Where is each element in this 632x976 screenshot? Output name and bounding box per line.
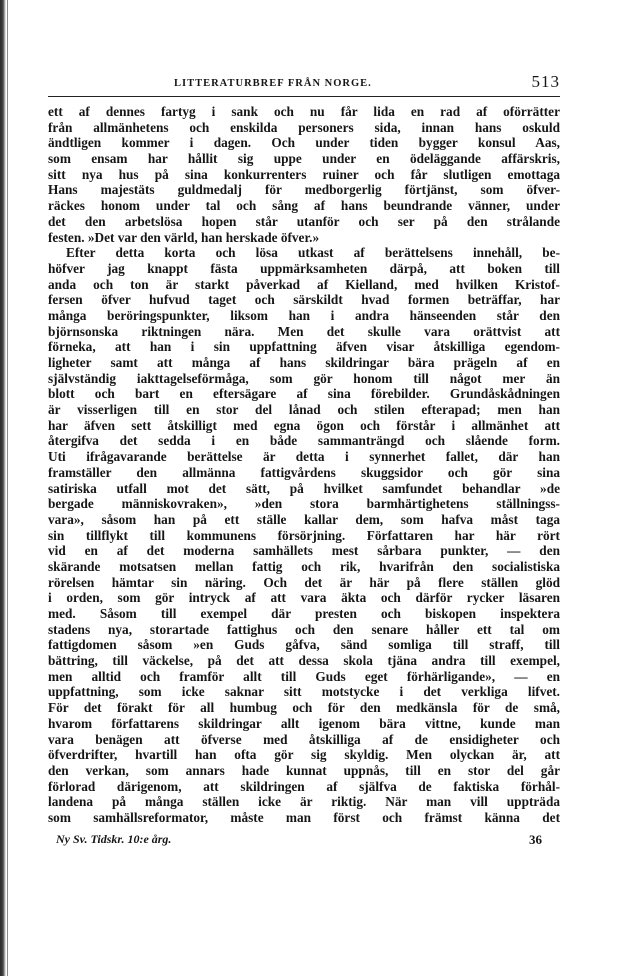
text-line: vara», såsom han på ett ställe kallar dem, som hafva måst taga <box>48 511 560 527</box>
text-line: men alltid och framför allt till Guds eget förhärligande», — en <box>48 668 560 684</box>
text-line: återgifva det sedda i en både sammanträngd och slående form. <box>48 433 560 449</box>
text-line: björnsonska riktningen nära. Men det skulle vara orättvist att <box>48 323 560 339</box>
text-line: skärande motsatsen mellan fattig och rik, hvarifrån den socialistiska <box>48 558 560 574</box>
text-line: För det förakt för all humbug och för den medkänsla för de små, <box>48 700 560 716</box>
text-line: förlorad därigenom, att skildringen af själfva de faktiska förhål- <box>48 778 560 794</box>
text-line: Uti ifrågavarande berättelse är detta i synnerhet fallet, där han <box>48 449 560 465</box>
text-line: räckes honom under tal och sång af hans beundrande vänner, under <box>48 198 560 214</box>
text-line: festen. »Det var den värld, han herskade öfver.» <box>48 229 320 245</box>
text-line: anda och ton är starkt påverkad af Kielland, med hvilken Kristof- <box>48 276 560 292</box>
running-head <box>48 72 560 98</box>
text-line: bättring, till väckelse, på det att dessa skola tjäna andra till exempel, <box>48 653 560 669</box>
text-line: blott och bart en eftersägare af sina förebilder. Grundåskådningen <box>48 386 560 402</box>
scan-binding-edge <box>0 0 6 976</box>
text-line: har äfven sett åtskilligt med egna ögon och förstår i allmänhet att <box>48 417 560 433</box>
text-line: landena på många ställen icke är riktig. När man vill uppträda <box>48 794 560 810</box>
text-line: stadens nya, storartade fattighus och den senare håller ett tal om <box>48 621 560 637</box>
text-line: som samhällsreformator, måste man först och främst känna det <box>48 809 560 825</box>
text-line: hvarom författarens skildringar allt igenom bära vittne, kunde man <box>48 715 560 731</box>
text-line: i orden, som gör intryck af att vara äkta och därför rycker läsaren <box>48 590 560 606</box>
text-line: uppfattning, som icke saknar sitt motstycke i det verkliga lifvet. <box>48 684 560 700</box>
running-title: LITTERATURBREF FRÅN NORGE. <box>174 78 372 89</box>
text-line: som ensam har hållit sig uppe under en ödeläggande affärskris, <box>48 151 560 167</box>
text-line: den verkan, som annars hade kunnat uppnås, till en stor del går <box>48 762 560 778</box>
text-line: med. Såsom till exempel där presten och biskopen inspektera <box>48 606 560 621</box>
text-line: förneka, att han i sin uppfattning äfven visar åtskilliga egendom- <box>48 339 560 355</box>
text-line: fattigdomen såsom »en Guds gåfva, sänd somliga till straff, till <box>48 637 560 653</box>
text-line: ändtligen kommer i dagen. Och under tiden bygger konsul Aas, <box>48 135 560 151</box>
text-line: höfver jag knappt fästa uppmärksamheten därpå, att boken till <box>48 260 560 276</box>
text-line: rörelsen hämtar sin näring. Och det är här på flere ställen glöd <box>48 574 560 590</box>
document-page <box>48 72 560 852</box>
text-line: ligheter samt att många af hans skildringar bära prägeln af en <box>48 355 560 370</box>
text-line: satiriska utfall mot det sätt, på hvilket samfundet behandlar »de <box>48 480 560 496</box>
text-line: det den arbetslösa hopen står utanför och ser på den strålande <box>48 213 560 229</box>
scan-binding-line <box>7 0 8 976</box>
text-line: är visserligen till en stor del lånad och stilen efterapad; men han <box>48 402 560 418</box>
text-line: från allmänhetens och enskilda personers sida, innan hans oskuld <box>48 119 560 135</box>
text-line: sitt nya hus på sina konkurrenters ruiner och får slutligen emottaga <box>48 166 560 182</box>
text-line: bergade människovraken», »den stora barmhärtighetens ställningss- <box>48 496 560 512</box>
text-line: ett af dennes fartyg i sank och nu får lida en rad af oförrätter <box>48 104 560 119</box>
text-line: Efter detta korta och lösa utkast af berättelsens innehåll, be- <box>66 245 560 261</box>
text-line: många beröringspunkter, liksom han i andra hänseenden står den <box>48 307 560 323</box>
header-rule <box>48 96 560 97</box>
text-line: framställer den allmänna fattigvårdens skuggsidor och gör sina <box>48 464 560 480</box>
text-line: sin tillflykt till kommunens försörjning. Författaren har här rört <box>48 527 560 543</box>
signature-mark: 36 <box>529 831 542 847</box>
body-text <box>48 104 560 826</box>
text-line: vid en af det moderna samhällets mest sårbara punkter, — den <box>48 543 560 559</box>
journal-citation: Ny Sv. Tidskr. 10:e årg. <box>56 831 172 846</box>
page-number: 513 <box>531 72 560 91</box>
text-line: öfverdrifter, hvartill han ofta gör sig skyldig. Men olyckan är, att <box>48 747 560 763</box>
text-line: Hans majestäts guldmedalj för medborgerlig förtjänst, som öfver- <box>48 182 560 198</box>
text-line: självständig iakttagelseförmåga, som gör honom till något mer än <box>48 370 560 386</box>
text-line: vara benägen att öfverse med åtskilliga af de ensidigheter och <box>48 731 560 747</box>
text-line: fersen öfver hufvud taget och särskildt hvad formen beträffar, har <box>48 292 560 308</box>
page-footer <box>48 832 560 852</box>
